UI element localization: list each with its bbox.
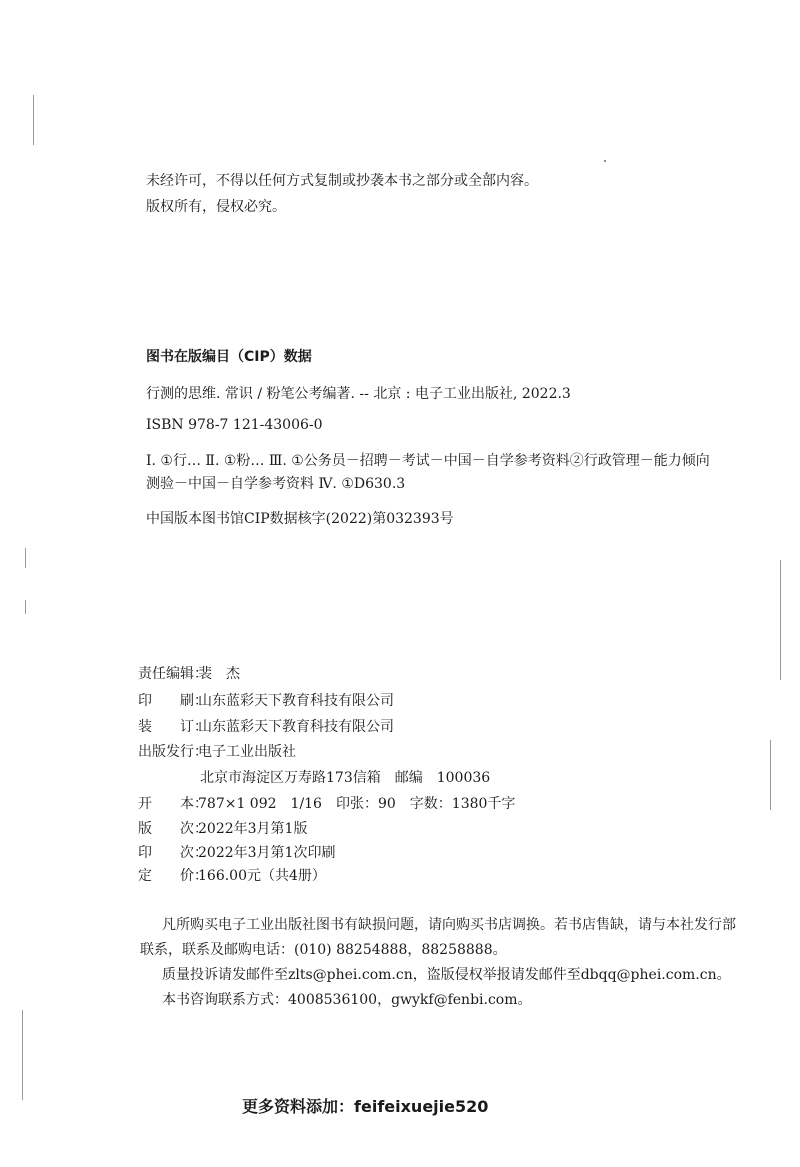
imprint-value: 山东蓝彩天下教育科技有限公司: [198, 693, 394, 709]
imprint-label: 印 刷：: [138, 693, 208, 709]
imprint-label: 版 次：: [138, 821, 208, 837]
imprint-binding: [138, 718, 394, 736]
cip-title-line: 行测的思维. 常识 / 粉笔公考编著. -- 北京 : 电子工业出版社, 2022.3: [146, 386, 571, 402]
cip-record: 中国版本图书馆CIP数据核字(2022)第032393号: [146, 511, 454, 527]
scan-edge-mark: [22, 1010, 23, 1100]
imprint-value: 787×1 092 1/16 印张：90 字数：1380千字: [198, 796, 516, 812]
imprint-value: 166.00元（共4册）: [198, 868, 326, 884]
imprint-label: 印 次：: [138, 845, 208, 861]
imprint-value: 2022年3月第1版: [198, 821, 308, 837]
cip-heading: 图书在版编目（CIP）数据: [146, 349, 312, 365]
footer-watermark: [242, 1094, 488, 1117]
imprint-value: 电子工业出版社: [198, 744, 296, 760]
cip-classification-line-2: 测验－中国－自学参考资料 Ⅳ. ①D630.3: [146, 476, 406, 492]
imprint-label: 责任编辑：: [138, 666, 208, 682]
watermark-handle: feifeixuejie520: [354, 1097, 489, 1116]
imprint-editor: [138, 665, 240, 683]
notice-line-2: 联系，联系及邮购电话：(010) 88254888，88258888。: [140, 942, 507, 958]
imprint-address: [200, 769, 490, 787]
imprint-label: 出版发行：: [138, 744, 208, 760]
imprint-label: 开 本：: [138, 796, 208, 812]
scan-dust: [604, 160, 606, 162]
cip-classification-line-1: Ⅰ. ①行… Ⅱ. ①粉… Ⅲ. ①公务员－招聘－考试－中国－自学参考资料②行政管理－能力倾向: [146, 453, 710, 469]
copyright-rights: 版权所有，侵权必究。: [146, 199, 286, 215]
scan-edge-mark: [25, 600, 26, 614]
copyright-notice: 未经许可，不得以任何方式复制或抄袭本书之部分或全部内容。: [146, 173, 538, 189]
watermark-prefix: 更多资料添加：: [242, 1097, 355, 1116]
notice-line-1: 凡所购买电子工业出版社图书有缺损问题，请向购买书店调换。若书店售缺，请与本社发行部: [162, 917, 736, 933]
imprint-impression: [138, 844, 335, 862]
cip-isbn: ISBN 978-7 121-43006-0: [146, 417, 323, 433]
imprint-edition: [138, 820, 307, 838]
imprint-value: 2022年3月第1次印刷: [198, 845, 336, 861]
imprint-format: [138, 795, 515, 813]
imprint-value: 裴 杰: [198, 666, 240, 682]
imprint-printing: [138, 692, 394, 710]
notice-line-3: 质量投诉请发邮件至zlts@phei.com.cn，盗版侵权举报请发邮件至dbqq@phei.com.cn。: [162, 967, 731, 983]
scan-edge-mark: [770, 740, 771, 810]
imprint-label: 定 价：: [138, 868, 208, 884]
imprint-publisher: [138, 743, 296, 761]
imprint-label: 装 订：: [138, 719, 208, 735]
notice-line-4: 本书咨询联系方式：4008536100，gwykf@fenbi.com。: [162, 992, 532, 1008]
imprint-value: 山东蓝彩天下教育科技有限公司: [198, 719, 394, 735]
scan-edge-mark: [25, 548, 26, 568]
imprint-price: [138, 867, 326, 885]
scan-edge-mark: [780, 560, 781, 680]
imprint-value: 北京市海淀区万寿路173信箱 邮编 100036: [200, 770, 491, 786]
scan-edge-mark: [33, 95, 34, 145]
